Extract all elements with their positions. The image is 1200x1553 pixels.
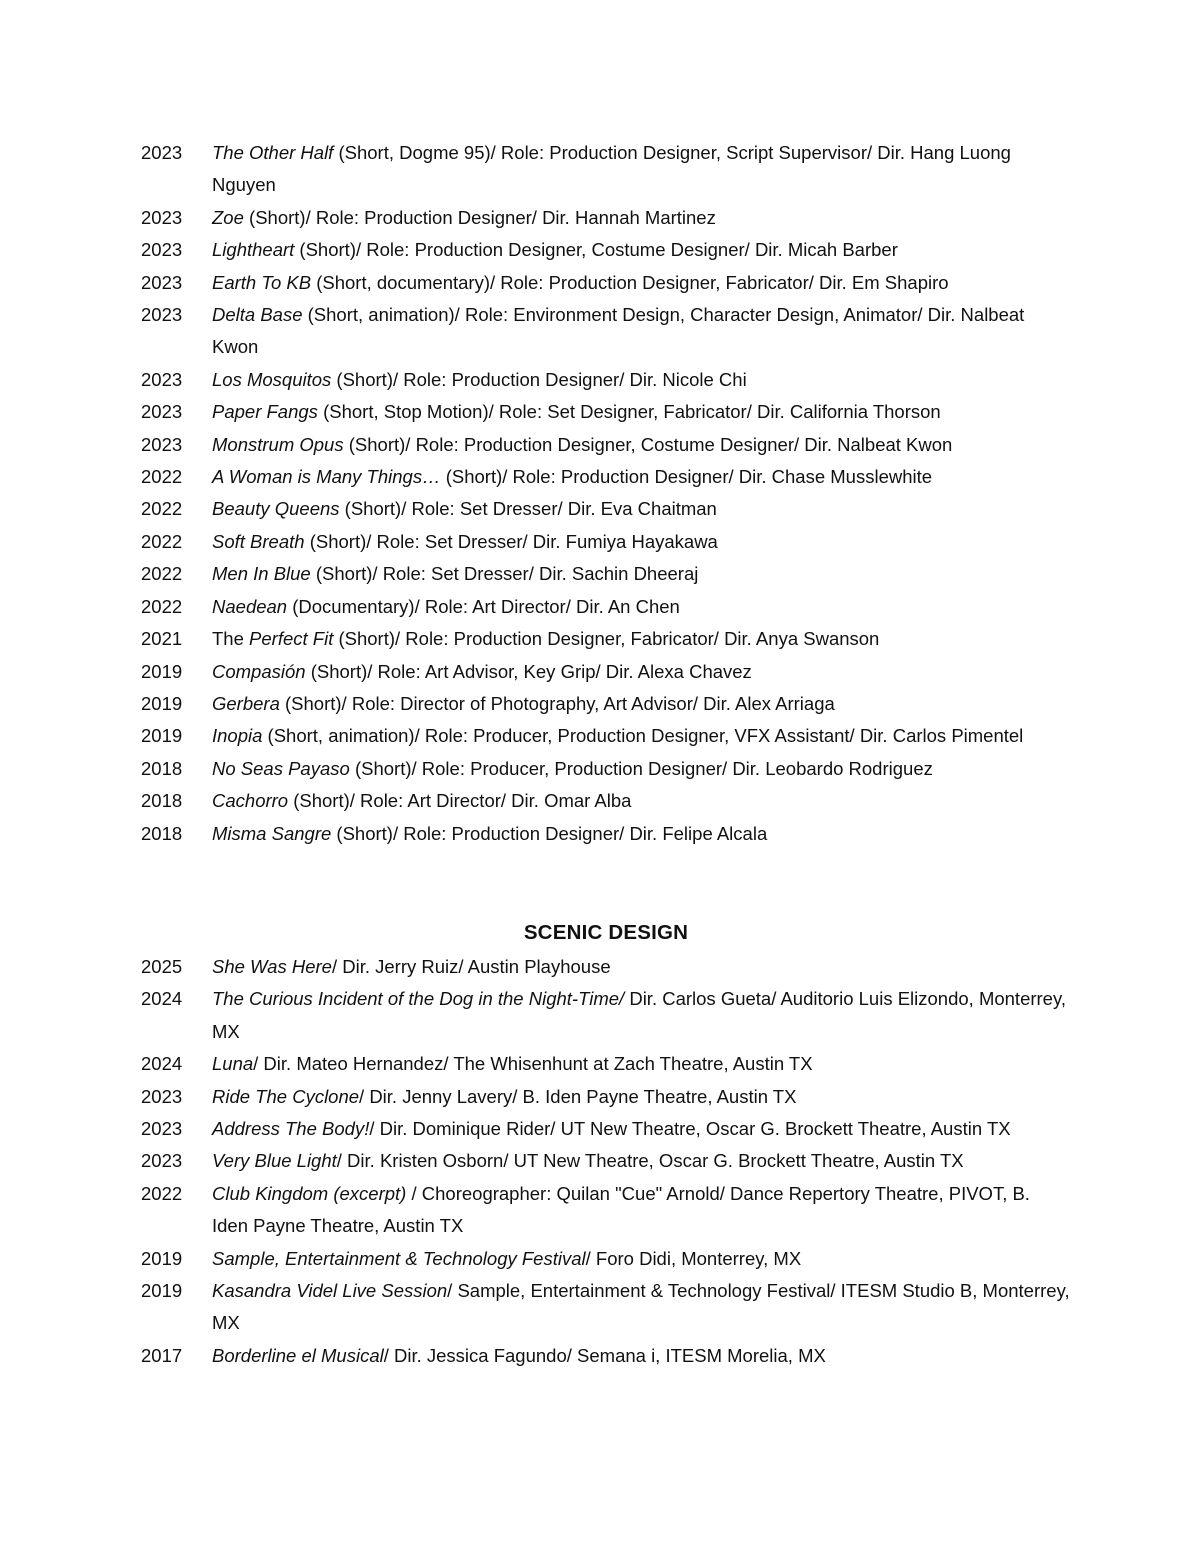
list-item	[141, 234, 1071, 266]
entry-year: 2023	[141, 433, 183, 455]
list-item	[141, 461, 1071, 493]
entry-year: 2022	[141, 466, 183, 488]
entry-year: 2017	[141, 1344, 183, 1366]
list-item	[141, 429, 1071, 461]
list-item	[141, 1145, 1071, 1177]
entry-description	[212, 493, 1071, 525]
entry-description	[212, 656, 1071, 688]
list-item	[141, 656, 1071, 688]
entry-year: 2023	[141, 142, 183, 163]
list-item	[141, 951, 1071, 983]
entry-title: The Other Half	[212, 142, 334, 163]
entry-title: Naedean	[212, 595, 288, 617]
entry-title: She Was Here	[212, 956, 332, 977]
film-credits-list	[141, 137, 1071, 850]
entry-details: / Dir. Jerry Ruiz/ Austin Playhouse	[331, 956, 611, 977]
entry-year: 2023	[141, 206, 183, 228]
entry-description	[212, 137, 1071, 202]
entry-title: Kasandra Videl Live Session	[212, 1280, 448, 1302]
entry-description	[212, 396, 1071, 428]
entry-description	[212, 1340, 1071, 1372]
entry-details: (Documentary)/ Role: Art Director/ Dir. An Chen	[287, 595, 680, 617]
entry-title: Men In Blue	[212, 563, 311, 585]
entry-details: / Dir. Dominique Rider/ UT New Theatre, Oscar G. Brockett Theatre, Austin TX	[369, 1118, 1011, 1140]
entry-details: / Dir. Jessica Fagundo/ Semana i, ITESM Morelia, MX	[383, 1344, 826, 1366]
entry-year: 2022	[141, 563, 183, 585]
entry-title: Perfect Fit	[249, 628, 334, 650]
entry-details: (Short)/ Role: Production Designer, Costume Designer/ Dir. Nalbeat Kwon	[343, 433, 953, 455]
entry-title: Monstrum Opus	[212, 433, 344, 455]
entry-title: Inopia	[212, 725, 263, 747]
entry-year: 2023	[141, 1118, 183, 1140]
entry-title: Luna	[212, 1053, 254, 1075]
entry-description	[212, 1243, 1071, 1275]
entry-details: (Short)/ Role: Production Designer/ Dir. Chase Musslewhite	[440, 466, 933, 488]
entry-details: (Short, Stop Motion)/ Role: Set Designer, Fabricator/ Dir. California Thorson	[317, 401, 941, 423]
entry-details: (Short)/ Role: Director of Photography, Art Advisor/ Dir. Alex Arriaga	[279, 692, 835, 714]
entry-details: (Short, documentary)/ Role: Production Designer, Fabricator/ Dir. Em Shapiro	[311, 271, 949, 293]
entry-details: (Short)/ Role: Production Designer/ Dir. Nicole Chi	[331, 368, 747, 390]
entry-details: / Choreographer: Quilan "Cue" Arnold/ Dance Repertory Theatre, PIVOT, B. Iden Payne Theatre, Austin TX	[212, 1182, 1030, 1237]
entry-description	[212, 234, 1071, 266]
entry-description	[212, 720, 1071, 752]
entry-year: 2018	[141, 822, 183, 844]
entry-description	[212, 202, 1071, 234]
entry-title: Gerbera	[212, 692, 280, 714]
entry-details: (Short)/ Role: Art Advisor, Key Grip/ Dir. Alexa Chavez	[305, 660, 752, 682]
entry-description	[212, 591, 1071, 623]
list-item	[141, 720, 1071, 752]
entry-year: 2023	[141, 1150, 183, 1172]
entry-description	[212, 1113, 1071, 1145]
list-item	[141, 983, 1071, 1048]
entry-title: Lightheart	[212, 239, 295, 261]
entry-description	[212, 785, 1071, 817]
entry-title: Paper Fangs	[212, 401, 318, 423]
list-item	[141, 623, 1071, 655]
entry-title: Los Mosquitos	[212, 368, 332, 390]
entry-details: (Short)/ Role: Producer, Production Designer/ Dir. Leobardo Rodriguez	[349, 757, 933, 779]
list-item	[141, 818, 1071, 850]
entry-year: 2022	[141, 530, 183, 552]
entry-description	[212, 688, 1071, 720]
list-item	[141, 688, 1071, 720]
list-item	[141, 591, 1071, 623]
entry-year: 2019	[141, 660, 183, 682]
entry-title: Ride The Cyclone	[212, 1085, 360, 1107]
entry-description	[212, 429, 1071, 461]
entry-year: 2022	[141, 1182, 183, 1204]
entry-title: Very Blue Light	[212, 1150, 337, 1172]
entry-description	[212, 267, 1071, 299]
entry-year: 2023	[141, 271, 183, 293]
entry-details: / Dir. Jenny Lavery/ B. Iden Payne Theatre, Austin TX	[359, 1085, 797, 1107]
entry-details: (Short)/ Role: Set Dresser/ Dir. Eva Chaitman	[339, 498, 717, 520]
entry-details: (Short)/ Role: Set Dresser/ Dir. Sachin Dheeraj	[310, 563, 699, 585]
list-item	[141, 202, 1071, 234]
entry-title: Misma Sangre	[212, 822, 332, 844]
entry-year: 2023	[141, 401, 183, 423]
entry-year: 2019	[141, 1247, 183, 1269]
entry-description	[212, 1178, 1071, 1243]
entry-details: (Short)/ Role: Production Designer, Costume Designer/ Dir. Micah Barber	[294, 239, 898, 261]
list-item	[141, 396, 1071, 428]
entry-details: (Short)/ Role: Art Director/ Dir. Omar Alba	[288, 790, 632, 812]
entry-year: 2021	[141, 628, 183, 650]
list-item	[141, 1243, 1071, 1275]
entry-year: 2024	[141, 1053, 183, 1075]
entry-year: 2022	[141, 498, 183, 520]
list-item	[141, 785, 1071, 817]
entry-year: 2023	[141, 368, 183, 390]
entry-description	[212, 1275, 1071, 1340]
entry-title: Club Kingdom (excerpt)	[212, 1182, 407, 1204]
entry-description	[212, 623, 1071, 655]
entry-description	[212, 951, 1071, 983]
entry-title: Delta Base	[212, 304, 303, 326]
entry-description	[212, 461, 1071, 493]
entry-title: Cachorro	[212, 790, 289, 812]
scenic-design-section	[141, 918, 1071, 1372]
entry-title: No Seas Payaso	[212, 757, 350, 779]
entry-details: (Short, animation)/ Role: Producer, Production Designer, VFX Assistant/ Dir. Carlos Pimentel	[262, 725, 1024, 747]
entry-title: Zoe	[212, 206, 244, 228]
entry-details: Dir. Carlos Gueta/ Auditorio Luis Elizondo, Monterrey, MX	[212, 988, 1066, 1042]
entry-title: The Curious Incident of the Dog in the Night-Time/	[212, 988, 625, 1010]
entry-description	[212, 526, 1071, 558]
entry-details: / Dir. Kristen Osborn/ UT New Theatre, Oscar G. Brockett Theatre, Austin TX	[336, 1150, 964, 1172]
entry-details: (Short)/ Role: Production Designer, Fabricator/ Dir. Anya Swanson	[333, 628, 880, 650]
entry-details: / Sample, Entertainment & Technology Festival/ ITESM Studio B, Monterrey, MX	[212, 1280, 1070, 1334]
entry-title: Earth To KB	[212, 271, 312, 293]
entry-title: Borderline el Musical	[212, 1344, 384, 1366]
entry-year: 2023	[141, 239, 183, 261]
list-item	[141, 1048, 1071, 1080]
entry-description	[212, 1145, 1071, 1177]
entry-title: Address The Body!	[212, 1118, 370, 1140]
list-item	[141, 1081, 1071, 1113]
entry-description	[212, 1081, 1071, 1113]
list-item	[141, 1113, 1071, 1145]
entry-details: (Short)/ Role: Set Dresser/ Dir. Fumiya Hayakawa	[304, 530, 718, 552]
entry-title: Compasión	[212, 660, 306, 682]
entry-prefix: The	[212, 628, 250, 650]
entry-details: / Foro Didi, Monterrey, MX	[585, 1247, 802, 1269]
list-item	[141, 1178, 1071, 1243]
list-item	[141, 558, 1071, 590]
list-item	[141, 1340, 1071, 1372]
section-heading: SCENIC DESIGN	[523, 921, 689, 944]
entry-year: 2019	[141, 692, 183, 714]
entry-title: Sample, Entertainment & Technology Festival	[212, 1247, 586, 1269]
list-item	[141, 526, 1071, 558]
list-item	[141, 267, 1071, 299]
list-item	[141, 1275, 1071, 1340]
entry-title: Beauty Queens	[212, 498, 340, 520]
entry-year: 2025	[141, 956, 183, 977]
list-item	[141, 364, 1071, 396]
list-item	[141, 299, 1071, 364]
entry-year: 2023	[141, 1085, 183, 1107]
entry-description	[212, 558, 1071, 590]
entry-year: 2018	[141, 757, 183, 779]
entry-details: / Dir. Mateo Hernandez/ The Whisenhunt at Zach Theatre, Austin TX	[253, 1053, 813, 1075]
list-item	[141, 753, 1071, 785]
list-item	[141, 493, 1071, 525]
entry-title: A Woman is Many Things…	[212, 466, 441, 488]
entry-title: Soft Breath	[212, 530, 305, 552]
entry-details: (Short, Dogme 95)/ Role: Production Designer, Script Supervisor/ Dir. Hang Luong Nguyen	[212, 142, 1011, 196]
list-item	[141, 137, 1071, 202]
entry-description	[212, 753, 1071, 785]
entry-year: 2019	[141, 1280, 183, 1302]
entry-description	[212, 1048, 1071, 1080]
entry-year: 2024	[141, 988, 183, 1010]
entry-year: 2019	[141, 725, 183, 747]
entry-details: (Short)/ Role: Production Designer/ Dir. Hannah Martinez	[243, 206, 716, 228]
entry-year: 2022	[141, 595, 183, 617]
entry-year: 2023	[141, 304, 183, 326]
entry-year: 2018	[141, 790, 183, 812]
entry-description	[212, 818, 1071, 850]
entry-description	[212, 299, 1071, 364]
entry-details: (Short)/ Role: Production Designer/ Dir. Felipe Alcala	[331, 822, 768, 844]
entry-description	[212, 364, 1071, 396]
entry-description	[212, 983, 1071, 1048]
entry-details: (Short, animation)/ Role: Environment Design, Character Design, Animator/ Dir. Nalbeat Kwon	[212, 304, 1025, 358]
